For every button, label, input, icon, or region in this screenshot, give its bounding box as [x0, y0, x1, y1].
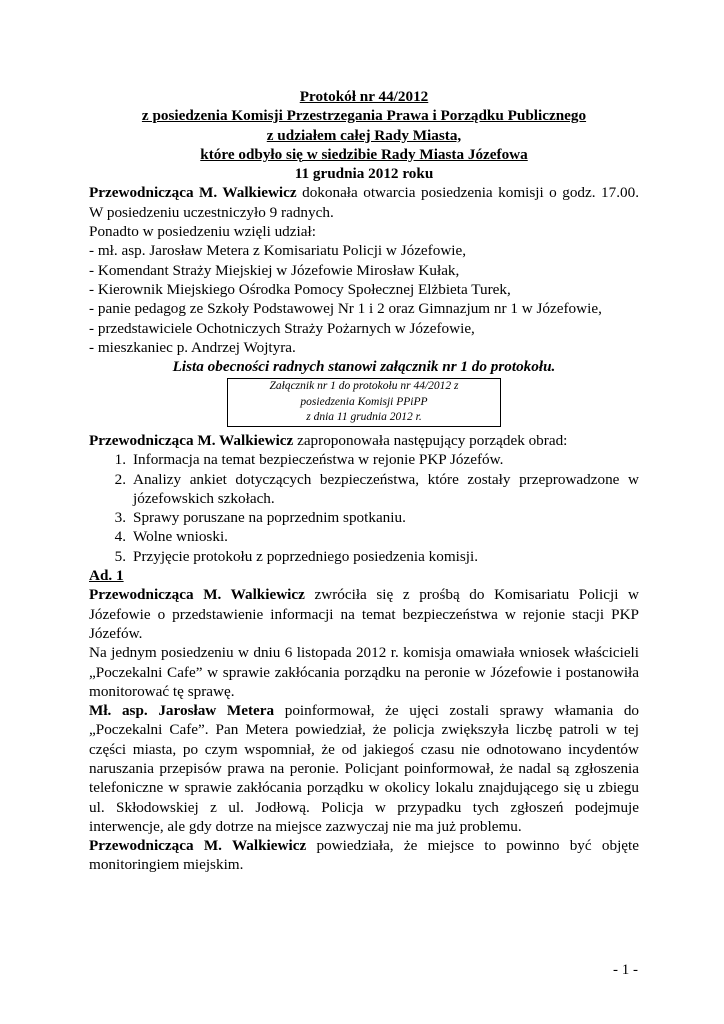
agenda-item — [89, 508, 639, 527]
ad1-paragraph-1 — [89, 585, 639, 643]
protocol-subtitle-2: z udziałem całej Rady Miasta, — [266, 126, 462, 144]
agenda-item — [89, 527, 639, 546]
paragraph-text: poinformował, że ujęci zostali sprawy włamania do „Poczekalni Cafe”. Pan Metera powiedział, że policja zwiększyła liczbę patroli w tej części miasta, po czym wspomniał, że od jakiegoś czasu nie odnotowano incydentów naruszania przepisów prawa na peronie. Policjant poinformował, że nadal są zgłoszenia telefoniczne w sprawie zakłócania porządku w okolicy lokalu znajdującego się u zbiegu ul. Skłodowskiej z ul. Jodłową. Policja w przypadku tych zgłoszeń podejmuje interwencje, ale gdy dotrze na miejsce zazwyczaj nie ma już problemu. — [89, 702, 640, 835]
paragraph-text: powiedziała, że miejsce to powinno być objęte monitoringiem miejskim. — [89, 837, 639, 874]
attachment-line: z dnia 11 grudnia 2012 r. — [306, 411, 422, 424]
participant-item: - mł. asp. Jarosław Metera z Komisariatu Policji w Józefowie, — [89, 242, 467, 260]
agenda-item — [89, 450, 639, 469]
protocol-subtitle: z posiedzenia Komisji Przestrzegania Prawa i Porządku Publicznego — [141, 107, 587, 125]
participants-intro: Ponadto w posiedzeniu wzięli udział: — [89, 223, 316, 241]
agenda-item — [89, 547, 639, 566]
agenda-text: Sprawy poruszane na poprzednim spotkaniu. — [133, 509, 406, 527]
attendance-note: Lista obecności radnych stanowi załącznik nr 1 do protokołu. — [172, 358, 556, 376]
agenda-number: 2. — [114, 470, 126, 488]
speaker-name: Mł. asp. Jarosław Metera — [89, 702, 275, 720]
ad1-paragraph-3 — [89, 701, 639, 836]
speaker-name: Przewodnicząca M. Walkiewicz — [89, 184, 297, 202]
agenda-text: Analizy ankiet dotyczących bezpieczeństwa, które zostały przeprowadzone w józefowskich szkołach. — [133, 470, 639, 507]
speaker-name: Przewodnicząca M. Walkiewicz — [89, 586, 305, 604]
agenda-item — [89, 470, 639, 509]
opening-text: dokonała otwarcia posiedzenia komisji o godz. 17.00. W posiedzeniu uczestniczyło 9 radnych. — [89, 184, 639, 221]
agenda-number: 4. — [114, 528, 126, 546]
agenda-list — [89, 450, 639, 566]
ad1-paragraph-4 — [89, 836, 639, 875]
agenda-intro — [89, 431, 639, 450]
page-number: - 1 - — [613, 962, 638, 978]
agenda-text: Informacja na temat bezpieczeństwa w rejonie PKP Józefów. — [133, 451, 504, 469]
participant-item: - mieszkaniec p. Andrzej Wojtyra. — [89, 338, 296, 356]
agenda-intro-text: zaproponowała następujący porządek obrad: — [293, 431, 568, 449]
agenda-number: 5. — [114, 547, 126, 565]
agenda-number: 1. — [114, 451, 126, 469]
document-body — [89, 87, 639, 875]
speaker-name: Przewodnicząca M. Walkiewicz — [89, 431, 294, 449]
protocol-title: Protokół nr 44/2012 — [299, 88, 429, 105]
protocol-subtitle-3: które odbyło się w siedzibie Rady Miasta Józefowa — [200, 145, 528, 163]
participant-item: - Komendant Straży Miejskiej w Józefowie Mirosław Kułak, — [89, 261, 460, 279]
section-heading-ad1: Ad. 1 — [89, 567, 124, 585]
speaker-name: Przewodnicząca M. Walkiewicz — [89, 837, 307, 855]
opening-paragraph — [89, 183, 639, 222]
attachment-reference-box — [227, 378, 501, 427]
participant-item: - Kierownik Miejskiego Ośrodka Pomocy Społecznej Elżbieta Turek, — [89, 280, 511, 298]
attachment-line: Załącznik nr 1 do protokołu nr 44/2012 z — [269, 380, 459, 393]
participant-item: - panie pedagog ze Szkoły Podstawowej Nr 1 i 2 oraz Gimnazjum nr 1 w Józefowie, — [89, 300, 602, 318]
attachment-line: posiedzenia Komisji PPiPP — [300, 395, 428, 408]
participants-list — [89, 241, 639, 357]
agenda-number: 3. — [114, 509, 126, 527]
protocol-date: 11 grudnia 2012 roku — [294, 165, 434, 183]
agenda-text: Wolne wnioski. — [133, 528, 228, 546]
paragraph-text: zwróciła się z prośbą do Komisariatu Policji w Józefowie o przedstawienie informacji na temat bezpieczeństwa w rejonie stacji PKP Józefów. — [89, 586, 639, 642]
agenda-text: Przyjęcie protokołu z poprzedniego posiedzenia komisji. — [133, 547, 478, 565]
ad1-paragraph-2: Na jednym posiedzeniu w dniu 6 listopada 2012 r. komisja omawiała wniosek właścicieli „Poczekalni Cafe” w sprawie zakłócania porządku na peronie w Józefowie i postanowiła monitorować tę sprawę. — [89, 644, 639, 700]
participant-item: - przedstawiciele Ochotniczych Straży Pożarnych w Józefowie, — [89, 319, 475, 337]
